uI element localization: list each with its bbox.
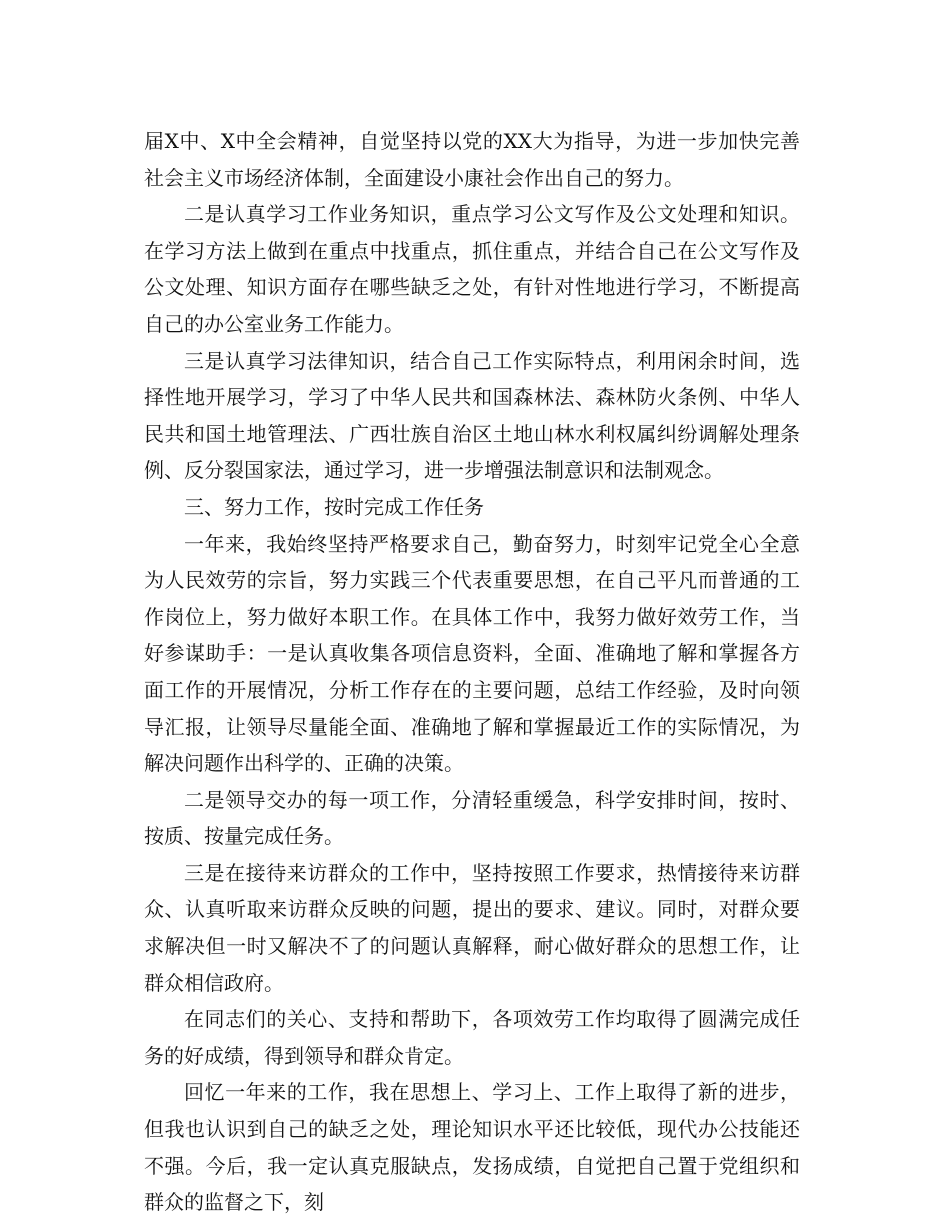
paragraph-2: 二是认真学习工作业务知识，重点学习公文写作及公文处理和知识。在学习方法上做到在重点中找重点，抓住重点，并结合自己在公文写作及公文处理、知识方面存在哪些缺乏之处，有针对性地进行学习，不断提高自己的办公室业务工作能力。 bbox=[144, 202, 800, 336]
paragraph-6: 二是领导交办的每一项工作，分清轻重缓急，科学安排时间，按时、按质、按量完成任务。 bbox=[144, 787, 800, 849]
paragraph-3: 三是认真学习法律知识，结合自己工作实际特点，利用闲余时间，选择性地开展学习，学习了中华人民共和国森林法、森林防火条例、中华人民共和国土地管理法、广西壮族自治区土地山林水利权属纠纷调解处理条例、反分裂国家法，通过学习，进一步增强法制意识和法制观念。 bbox=[144, 348, 800, 483]
paragraph-1: 届X中、X中全会精神，自觉坚持以党的XX大为指导，为进一步加快完善社会主义市场经济体制，全面建设小康社会作出自己的努力。 bbox=[144, 129, 800, 190]
document-page bbox=[144, 123, 800, 1221]
paragraph-5: 一年来，我始终坚持严格要求自己，勤奋努力，时刻牢记党全心全意为人民效劳的宗旨，努力实践三个代表重要思想，在自己平凡而普通的工作岗位上，努力做好本职工作。在具体工作中，我努力做好效劳工作，当好参谋助手：一是认真收集各项信息资料，全面、准确地了解和掌握各方面工作的开展情况，分析工作存在的主要问题，总结工作经验，及时向领导汇报，让领导尽量能全面、准确地了解和掌握最近工作的实际情况，为解决问题作出科学的、正确的决策。 bbox=[144, 531, 800, 776]
paragraph-7: 三是在接待来访群众的工作中，坚持按照工作要求，热情接待来访群众、认真听取来访群众反映的问题，提出的要求、建议。同时，对群众要求解决但一时又解决不了的问题认真解释，耐心做好群众的思想工作，让群众相信政府。 bbox=[144, 860, 800, 995]
paragraph-9: 回忆一年来的工作，我在思想上、学习上、工作上取得了新的进步，但我也认识到自己的缺乏之处，理论知识水平还比较低，现代办公技能还不强。今后，我一定认真克服缺点，发扬成绩，自觉把自己置于党组织和群众的监督之下，刻 bbox=[144, 1080, 800, 1215]
section-heading: 三、努力工作，按时完成工作任务 bbox=[184, 494, 484, 519]
paragraph-8: 在同志们的关心、支持和帮助下，各项效劳工作均取得了圆满完成任务的好成绩，得到领导和群众肯定。 bbox=[144, 1007, 800, 1068]
